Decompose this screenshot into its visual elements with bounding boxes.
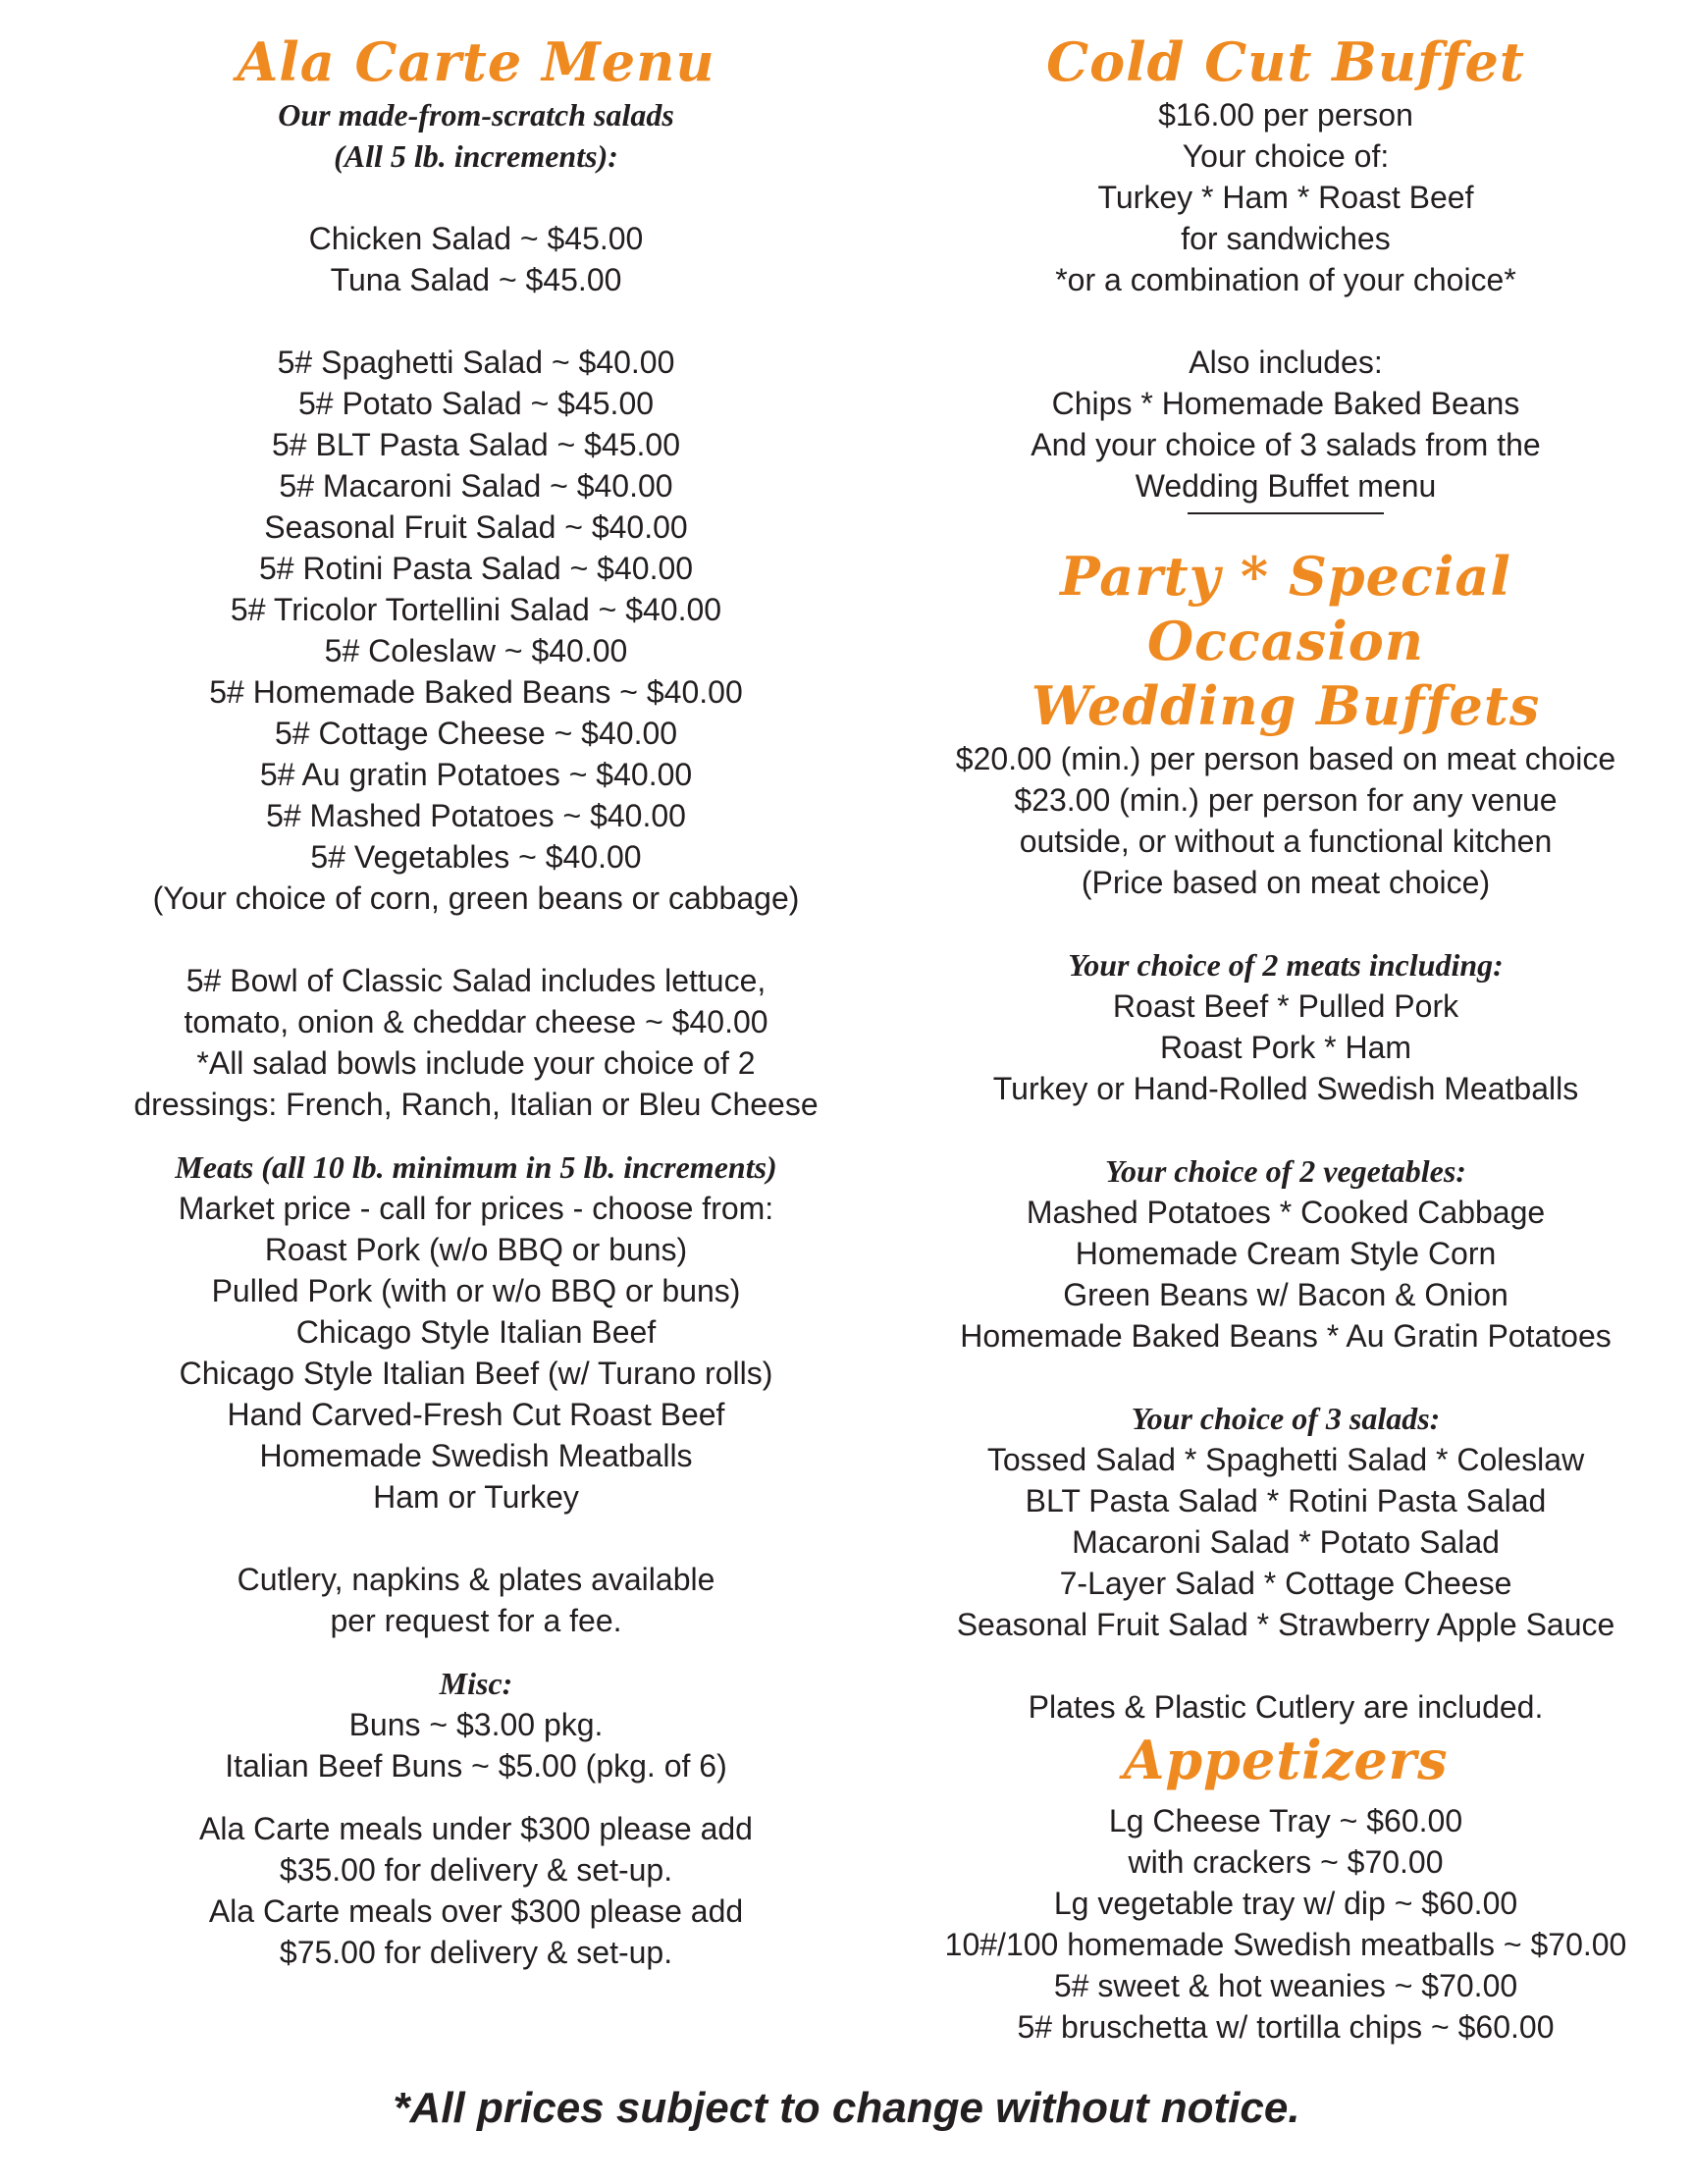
cold-cut-includes [923,342,1649,506]
menu-line: outside, or without a functional kitchen [1019,824,1553,859]
plates-note: Plates & Plastic Cutlery are included. [1028,1689,1544,1725]
ala-carte-title: Ala Carte Menu [237,30,715,93]
meats-choice-heading: Your choice of 2 meats including: [1068,947,1504,983]
meats-heading: Meats (all 10 lb. minimum in 5 lb. increments) [175,1149,777,1185]
misc-heading: Misc: [439,1666,513,1701]
salads-list-a [98,218,854,300]
menu-line: with crackers ~ $70.00 [1128,1844,1444,1880]
menu-line: 5# Coleslaw ~ $40.00 [324,633,628,668]
menu-line: 7-Layer Salad * Cottage Cheese [1059,1566,1512,1601]
menu-line: Ala Carte meals over $300 please add [208,1893,744,1929]
menu-line: $16.00 per person [1158,97,1413,133]
menu-line: per request for a fee. [330,1603,622,1638]
menu-line: Pulled Pork (with or w/o BBQ or buns) [211,1273,741,1308]
menu-line: 5# Mashed Potatoes ~ $40.00 [266,798,686,833]
menu-line: Ham or Turkey [373,1479,579,1515]
menu-line: 5# Homemade Baked Beans ~ $40.00 [209,674,743,710]
menu-line: Chicago Style Italian Beef (w/ Turano rolls) [179,1356,773,1391]
menu-line: (Your choice of corn, green beans or cabbage) [152,880,800,916]
salads-list-b [98,342,854,919]
menu-line: Chicago Style Italian Beef [295,1314,657,1350]
menu-line: Turkey or Hand-Rolled Swedish Meatballs [992,1071,1579,1106]
menu-line: Mashed Potatoes * Cooked Cabbage [1026,1195,1546,1230]
menu-line: Green Beans w/ Bacon & Onion [1063,1277,1508,1312]
price-disclaimer: *All prices subject to change without notice. [393,2084,1300,2132]
menu-line: $23.00 (min.) per person for any venue [1014,782,1558,818]
menu-line: dressings: French, Ranch, Italian or Bleu Cheese [133,1087,819,1122]
menu-line: Homemade Cream Style Corn [1075,1236,1497,1271]
menu-line: Tossed Salad * Spaghetti Salad * Coleslaw [986,1442,1585,1477]
ala-carte-column [98,29,854,1973]
menu-line: Lg Cheese Tray ~ $60.00 [1108,1803,1463,1838]
salads-heading-line-2: (All 5 lb. increments): [334,138,618,174]
menu-line: Your choice of: [1182,138,1390,174]
menu-line: 5# Rotini Pasta Salad ~ $40.00 [258,551,694,586]
menu-line: 5# Au gratin Potatoes ~ $40.00 [259,757,693,792]
appetizers-title: Appetizers [1123,1729,1449,1791]
menu-line: Homemade Swedish Meatballs [259,1438,693,1473]
appetizers-list [923,1800,1649,2048]
party-title-line-1: Party * Special Occasion [1060,545,1511,672]
menu-line: for sandwiches [1181,221,1391,256]
menu-line: And your choice of 3 salads from the [1031,427,1541,462]
menu-line: $75.00 for delivery & set-up. [279,1935,673,1970]
vegetables-list [923,1192,1649,1357]
menu-line: Tuna Salad ~ $45.00 [330,262,622,297]
menu-line: 10#/100 homemade Swedish meatballs ~ $70.00 [944,1927,1627,1962]
classic-salad-block [98,960,854,1125]
menu-line: BLT Pasta Salad * Rotini Pasta Salad [1025,1483,1547,1518]
menu-line: *or a combination of your choice* [1055,262,1516,297]
menu-line: Seasonal Fruit Salad * Strawberry Apple Sauce [956,1607,1615,1642]
menu-line: Wedding Buffet menu [1135,468,1437,504]
menu-line: 5# sweet & hot weanies ~ $70.00 [1053,1968,1518,2003]
menu-line: Cutlery, napkins & plates available [237,1562,715,1597]
menu-line: *All salad bowls include your choice of 2 [196,1045,756,1081]
cutlery-note [98,1559,854,1641]
salads-choice-heading: Your choice of 3 salads: [1131,1401,1441,1436]
salads-heading-line-1: Our made-from-scratch salads [278,97,674,133]
menu-line: Chicken Salad ~ $45.00 [308,221,644,256]
meats-list [98,1188,854,1518]
menu-line: Italian Beef Buns ~ $5.00 (pkg. of 6) [225,1748,727,1784]
menu-line: 5# Spaghetti Salad ~ $40.00 [277,345,675,380]
menu-line: 5# bruschetta w/ tortilla chips ~ $60.00 [1017,2009,1555,2045]
menu-line: 5# Potato Salad ~ $45.00 [297,386,655,421]
menu-line: Roast Beef * Pulled Pork [1112,988,1459,1024]
menu-line: $20.00 (min.) per person based on meat choice [955,741,1616,776]
menu-line: Roast Pork * Ham [1159,1030,1412,1065]
menu-line: 5# BLT Pasta Salad ~ $45.00 [271,427,680,462]
menu-line: Ala Carte meals under $300 please add [199,1811,753,1846]
menu-line: Hand Carved-Fresh Cut Roast Beef [227,1397,725,1432]
menu-line: $35.00 for delivery & set-up. [279,1852,673,1888]
cold-cut-title: Cold Cut Buffet [1046,30,1525,93]
party-title-line-2: Wedding Buffets [1031,674,1541,737]
menu-line: 5# Tricolor Tortellini Salad ~ $40.00 [230,592,722,627]
party-prices [923,738,1649,903]
section-divider [1188,512,1384,514]
menu-line: 5# Vegetables ~ $40.00 [310,839,642,875]
menu-line: Turkey * Ham * Roast Beef [1097,180,1474,215]
misc-list [98,1704,854,1786]
menu-line: 5# Bowl of Classic Salad includes lettuce, [185,963,767,998]
menu-line: Market price - call for prices - choose from: [178,1191,774,1226]
menu-line: Also includes: [1189,345,1383,380]
menu-line: 5# Cottage Cheese ~ $40.00 [274,716,678,751]
menu-line: Macaroni Salad * Potato Salad [1072,1524,1500,1560]
vegetables-heading: Your choice of 2 vegetables: [1105,1153,1466,1189]
menu-line: Buns ~ $3.00 pkg. [348,1707,604,1742]
menu-line: tomato, onion & cheddar cheese ~ $40.00 [184,1004,768,1039]
menu-line: Roast Pork (w/o BBQ or buns) [264,1232,688,1267]
salads-choice-list [923,1439,1649,1645]
cold-cut-details [923,94,1649,300]
menu-line: Lg vegetable tray w/ dip ~ $60.00 [1053,1886,1518,1921]
menu-line: Seasonal Fruit Salad ~ $40.00 [264,509,688,545]
buffets-column [923,29,1649,2048]
delivery-note [98,1808,854,1973]
meats-choice-list [923,985,1649,1109]
menu-line: Homemade Baked Beans * Au Gratin Potatoes [960,1318,1612,1354]
menu-line: (Price based on meat choice) [1081,865,1491,900]
menu-line: Chips * Homemade Baked Beans [1051,386,1520,421]
menu-line: 5# Macaroni Salad ~ $40.00 [279,468,673,504]
